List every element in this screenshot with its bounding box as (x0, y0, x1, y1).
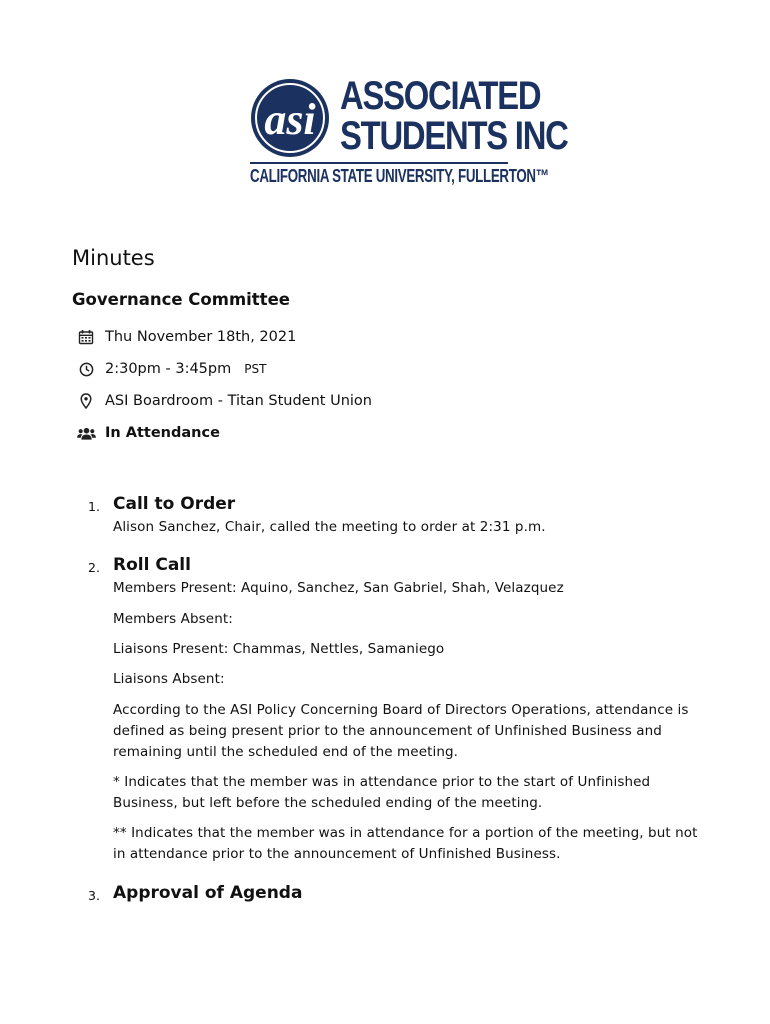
meeting-time-row (76, 359, 266, 379)
agenda-item-number: 2. (88, 560, 100, 575)
logo-associated-text: ASSOCIATED (340, 74, 541, 118)
meeting-location-row (76, 391, 372, 411)
single-asterisk-note: * Indicates that the member was in attendance prior to the start of Unfinished Business, but left before the scheduled ending of the meeting. (113, 774, 651, 811)
agenda-item-title: Approval of Agenda (113, 883, 303, 903)
attendance-row (76, 423, 220, 443)
attendance-label: In Attendance (105, 425, 220, 441)
double-asterisk-note: ** Indicates that the member was in attendance for a portion of the meeting, but not in attendance prior to the announcement of Unfinished Business. (113, 825, 698, 862)
agenda-item-title: Roll Call (113, 555, 191, 575)
meeting-timezone: PST (244, 362, 267, 376)
asi-monogram-logo (250, 78, 330, 158)
attendance-policy-text: According to the ASI Policy Concerning Board of Directors Operations, attendance is defined as being present prior to the announcement of Unfinished Business and remaining until the scheduled end of the meeting. (113, 702, 689, 760)
agenda-item-title: Call to Order (113, 494, 236, 514)
meeting-date: Thu November 18th, 2021 (105, 329, 297, 345)
clock-icon (76, 359, 96, 379)
asi-logo (250, 74, 568, 190)
location-pin-icon (76, 391, 96, 411)
logo-students-inc-text: STUDENTS INC (340, 114, 568, 158)
members-absent-text: Members Absent: (113, 611, 233, 627)
meeting-location: ASI Boardroom - Titan Student Union (105, 393, 372, 409)
agenda-item-number: 3. (88, 888, 100, 903)
calendar-icon (76, 327, 96, 347)
meeting-time: 2:30pm - 3:45pm (105, 361, 232, 377)
committee-title: Governance Committee (72, 290, 290, 309)
svg-text:asi: asi (264, 95, 316, 144)
users-icon (76, 423, 96, 443)
agenda-item-text: Alison Sanchez, Chair, called the meeting to order at 2:31 p.m. (113, 519, 546, 535)
meeting-date-row (76, 327, 296, 347)
members-present-text: Members Present: Aquino, Sanchez, San Gabriel, Shah, Velazquez (113, 580, 564, 596)
liaisons-present-text: Liaisons Present: Chammas, Nettles, Samaniego (113, 641, 445, 657)
logo-university-text: CALIFORNIA STATE UNIVERSITY, FULLERTON™ (250, 166, 549, 186)
liaisons-absent-text: Liaisons Absent: (113, 671, 225, 687)
logo-divider (250, 162, 508, 164)
document-type-heading: Minutes (72, 246, 155, 270)
agenda-item-number: 1. (88, 499, 100, 514)
